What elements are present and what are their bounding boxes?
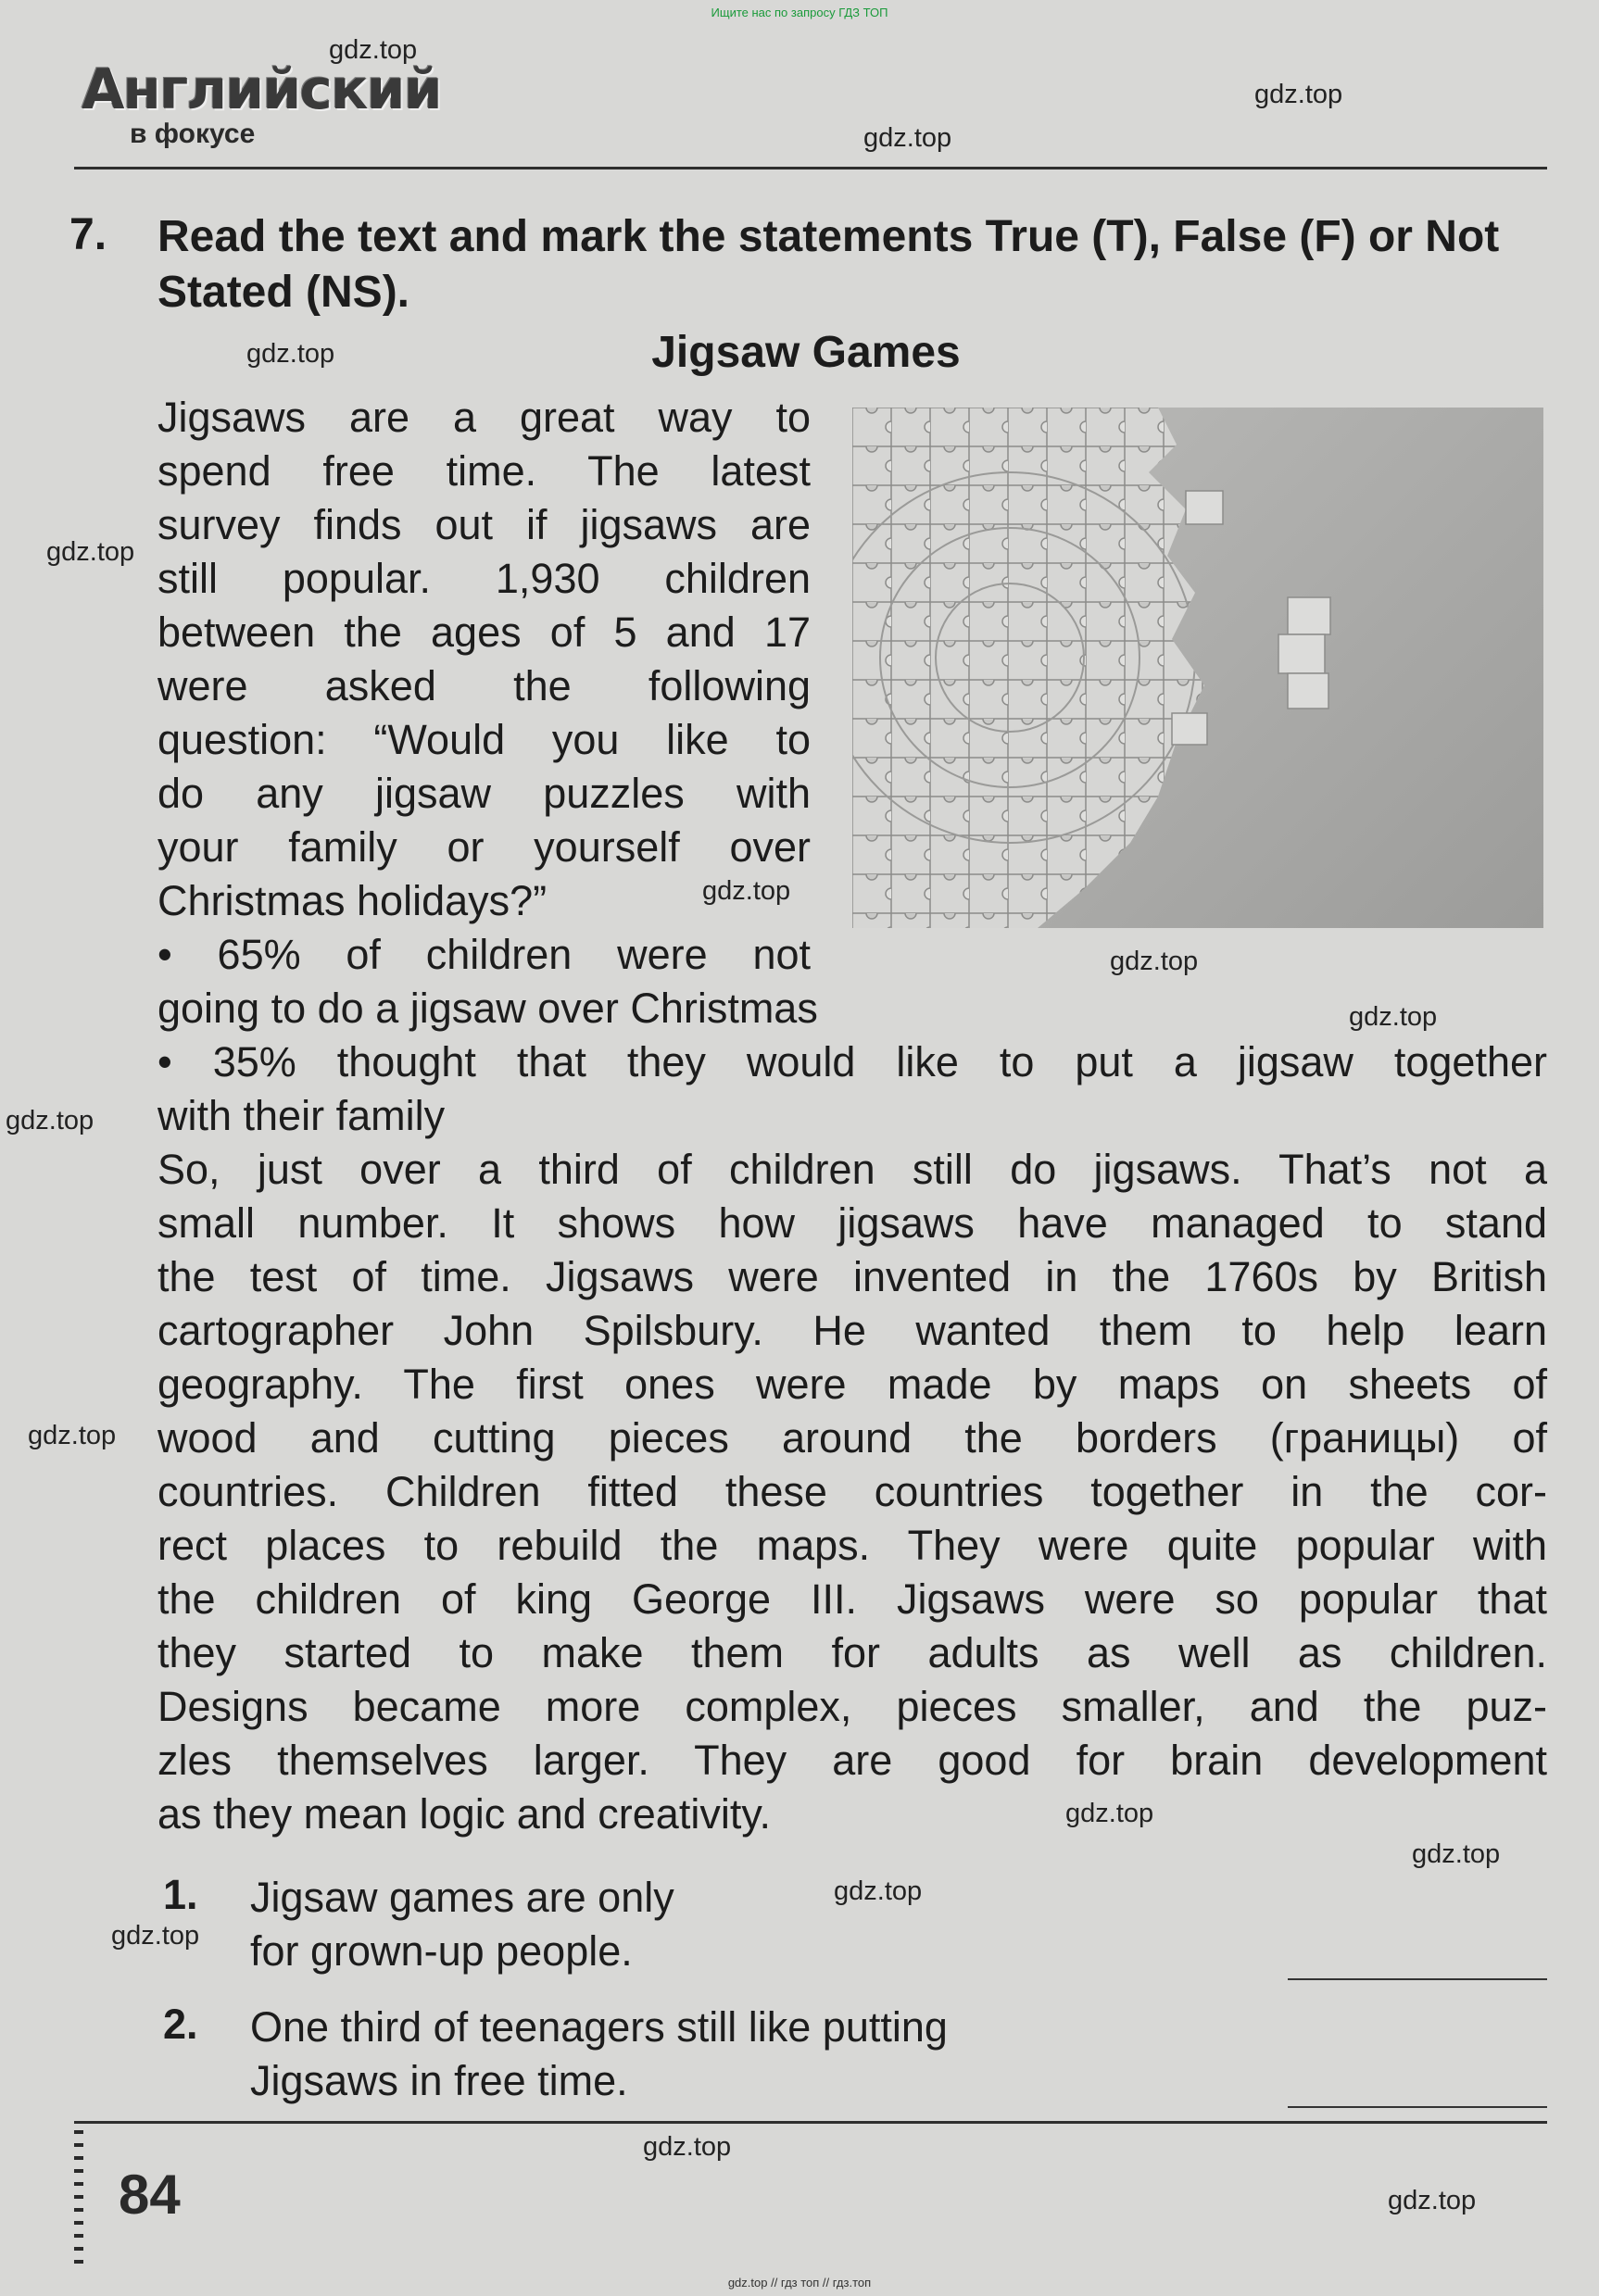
task-number: 7.	[69, 210, 107, 259]
watermark: gdz.top	[1388, 2186, 1477, 2215]
text-line: your family or yourself over	[157, 823, 811, 871]
watermark: gdz.top	[111, 1921, 200, 1951]
text-line: going to do a jigsaw over Christmas	[157, 985, 818, 1032]
page-number: 84	[119, 2164, 181, 2226]
text-line: • 65% of children were not	[157, 931, 811, 978]
statement-text: One third of teenagers still like putting	[250, 2003, 948, 2051]
watermark: gdz.top	[834, 1876, 923, 1906]
text-line: So, just over a third of children still do jigsaws. That’s not a	[157, 1146, 1547, 1193]
text-line: countries. Children fitted these countries together in the cor-	[157, 1468, 1547, 1515]
watermark: gdz.top	[1065, 1799, 1154, 1828]
text-line: rect places to rebuild the maps. They were quite popular with	[157, 1522, 1547, 1569]
text-line: were asked the following	[157, 662, 811, 709]
text-line: Designs became more complex, pieces smaller, and the puz-	[157, 1683, 1547, 1730]
statement-text: Jigsaw games are only	[250, 1874, 674, 1921]
jigsaw-puzzle-icon	[852, 408, 1543, 928]
text-line: still popular. 1,930 children	[157, 555, 811, 602]
watermark: gdz.top	[1349, 1002, 1438, 1032]
watermark: gdz.top	[1412, 1839, 1501, 1869]
watermark: gdz.top	[702, 876, 791, 906]
watermark: gdz.top	[6, 1106, 94, 1135]
watermark: gdz.top	[1254, 80, 1343, 109]
watermark: gdz.top	[1110, 947, 1199, 976]
text-line: spend free time. The latest	[157, 447, 811, 495]
text-line: wood and cutting pieces around the borders (границы) of	[157, 1414, 1547, 1462]
text-line: between the ages of 5 and 17	[157, 609, 811, 656]
watermark: gdz.top	[329, 35, 418, 65]
task-instruction: Read the text and mark the statements True (T), False (F) or Not Stated (NS).	[157, 212, 1500, 317]
watermark: gdz.top	[643, 2132, 732, 2162]
answer-field[interactable]	[1288, 2106, 1547, 2108]
jigsaw-image	[852, 408, 1543, 928]
watermark: gdz.top	[863, 123, 952, 153]
logo-subtitle: в фокусе	[130, 119, 256, 149]
article-title: Jigsaw Games	[651, 328, 961, 377]
watermark: gdz.top	[46, 537, 135, 567]
answer-field[interactable]	[1288, 1978, 1547, 1980]
text-line: Christmas holidays?”	[157, 877, 548, 924]
header-divider	[74, 167, 1547, 169]
text-line: • 35% thought that they would like to put a jigsaw together	[157, 1038, 1547, 1085]
watermark: gdz.top	[28, 1421, 117, 1450]
footer-note: gdz.top // гдз топ // гдз.топ	[727, 2276, 872, 2290]
text-line: zles themselves larger. They are good for brain development	[157, 1737, 1547, 1784]
text-line: they started to make them for adults as well as children.	[157, 1629, 1547, 1676]
text-line: the children of king George III. Jigsaws were so popular that	[157, 1575, 1547, 1623]
watermark: gdz.top	[246, 339, 335, 369]
statement-text: for grown-up people.	[250, 1927, 633, 1975]
text-line: Jigsaws are a great way to	[157, 394, 811, 441]
statement-number: 2.	[163, 2001, 198, 2048]
text-line: the test of time. Jigsaws were invented in the 1760s by British	[157, 1253, 1547, 1300]
text-line: with their family	[157, 1092, 446, 1139]
statement-text: Jigsaws in free time.	[250, 2057, 628, 2104]
header-note: Ищите нас по запросу ГДЗ ТОП	[711, 6, 888, 19]
text-line: question: “Would you like to	[157, 716, 811, 763]
footer-divider	[74, 2121, 1547, 2124]
logo-title: Английский	[82, 57, 441, 122]
statement-number: 1.	[163, 1871, 198, 1918]
margin-dots	[74, 2130, 83, 2269]
text-line: do any jigsaw puzzles with	[157, 770, 811, 817]
text-line: as they mean logic and creativity.	[157, 1790, 771, 1838]
text-line: small number. It shows how jigsaws have managed to stand	[157, 1199, 1547, 1247]
text-line: survey finds out if jigsaws are	[157, 501, 811, 548]
text-line: cartographer John Spilsbury. He wanted them to help learn	[157, 1307, 1547, 1354]
text-line: geography. The first ones were made by maps on sheets of	[157, 1361, 1547, 1408]
